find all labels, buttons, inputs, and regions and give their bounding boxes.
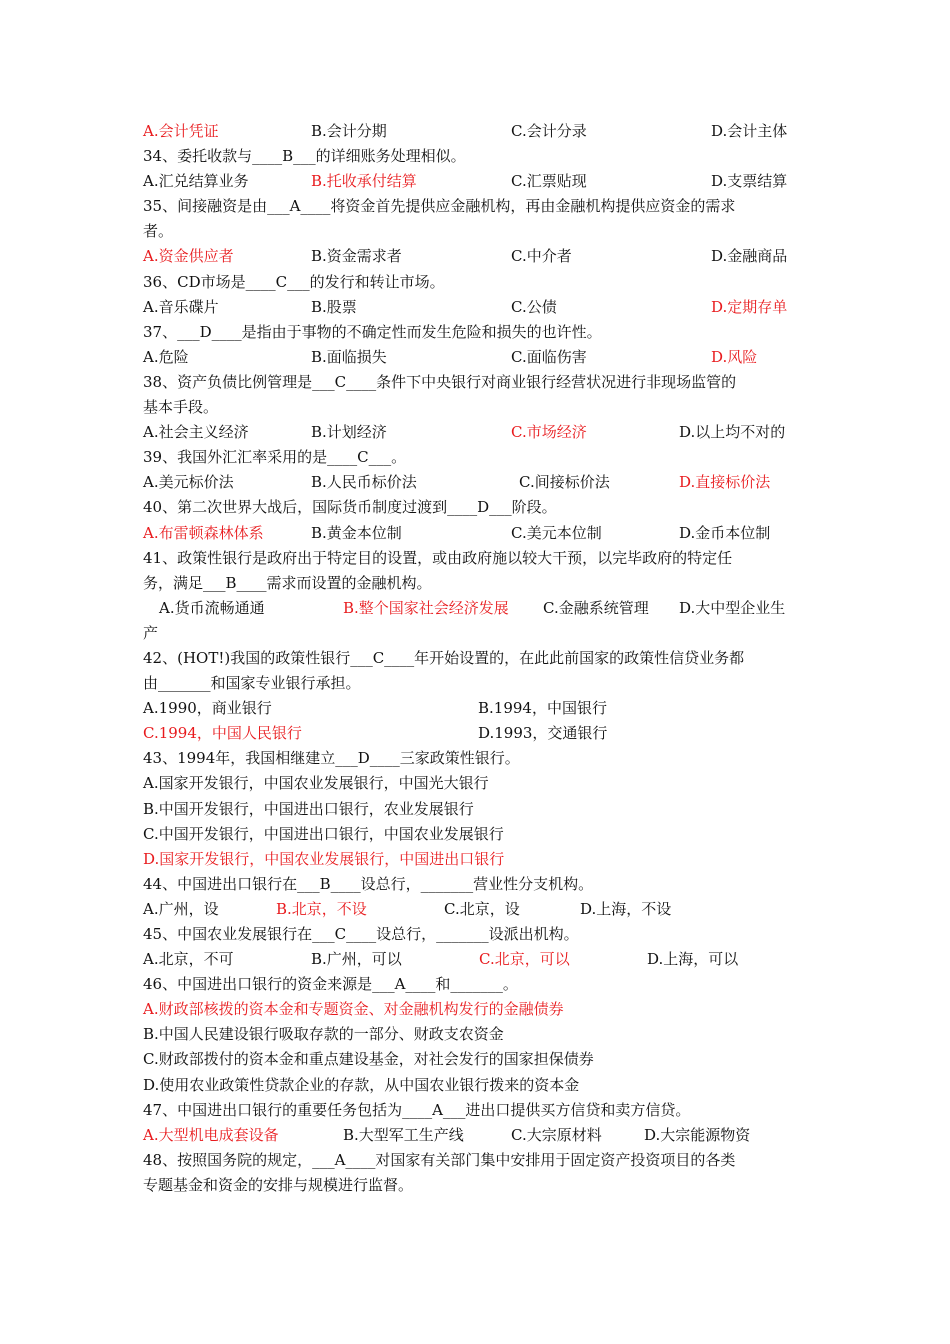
answer-option: B.人民币标价法 <box>311 473 417 492</box>
correct-answer-option: C.北京，可以 <box>479 950 570 969</box>
answer-options-row <box>143 420 803 445</box>
answer-option: C.中介者 <box>511 247 572 266</box>
answer-options-row <box>143 295 803 320</box>
correct-answer-option: A.资金供应者 <box>143 247 234 266</box>
text-line: 由_______和国家专业银行承担。 <box>143 674 361 693</box>
question-text: 34、委托收款与____B___的详细账务处理相似。 <box>143 147 466 166</box>
correct-answer-option: B.北京，不设 <box>276 899 367 918</box>
answer-options-row <box>143 345 803 370</box>
answer-option: D.大宗能源物资 <box>644 1125 751 1144</box>
answer-option: B.黄金本位制 <box>311 523 402 542</box>
correct-answer-option: D.直接标价法 <box>679 473 771 492</box>
answer-option: D.以上均不对的 <box>679 423 786 442</box>
answer-option: C.北京，设 <box>444 899 520 918</box>
correct-answer-option: B.托收承付结算 <box>311 172 417 191</box>
correct-answer-option: A.会计凭证 <box>143 122 219 140</box>
answer-options-row <box>143 119 803 144</box>
correct-answer-option: A.大型机电成套设备 <box>143 1125 279 1144</box>
text-line: 务，满足___B____需求而设置的金融机构。 <box>143 573 432 592</box>
answer-option: B.计划经济 <box>311 423 387 442</box>
answer-option: A.货币流畅通通 <box>159 598 265 617</box>
answer-option: A.北京，不可 <box>143 950 234 969</box>
answer-option: B.股票 <box>311 297 357 316</box>
text-line: C.财政部拨付的资本金和重点建设基金，对社会发行的国家担保债券 <box>143 1050 594 1069</box>
question-text: 46、中国进出口银行的资金来源是___A____和_______。 <box>143 975 518 994</box>
answer-option: D.金融商品 <box>711 247 788 266</box>
text-line: 者。 <box>143 222 174 241</box>
answer-option: D.上海，可以 <box>647 950 739 969</box>
correct-answer-option: D.风险 <box>711 347 758 366</box>
answer-options-row <box>143 169 803 194</box>
answer-option: B.大型军工生产线 <box>343 1125 464 1144</box>
answer-option: B.1994，中国银行 <box>478 699 607 718</box>
question-text: 44、中国进出口银行在___B____设总行，_______营业性分支机构。 <box>143 874 594 893</box>
answer-option: A.危险 <box>143 347 189 366</box>
answer-option: A.汇兑结算业务 <box>143 172 249 191</box>
question-text: 39、我国外汇汇率采用的是____C___。 <box>143 448 407 467</box>
answer-option: D.上海，不设 <box>580 899 672 918</box>
answer-option: B.广州，可以 <box>311 950 402 969</box>
answer-options-row <box>143 947 803 972</box>
answer-option: A.美元标价法 <box>143 473 234 492</box>
text-line: B.中国开发银行，中国进出口银行，农业发展银行 <box>143 799 474 818</box>
answer-option: D.会计主体 <box>711 122 788 140</box>
correct-answer-option: A.布雷顿森林体系 <box>143 523 264 542</box>
answer-option: A.1990，商业银行 <box>143 699 272 718</box>
text-line: D.国家开发银行，中国农业发展银行，中国进出口银行 <box>143 849 505 868</box>
question-text: 36、CD市场是____C___的发行和转让市场。 <box>143 272 445 291</box>
answer-option: B.资金需求者 <box>311 247 402 266</box>
answer-option: D.支票结算 <box>711 172 788 191</box>
question-text: 37、___D____是指由于事物的不确定性而发生危险和损失的也许性。 <box>143 322 602 341</box>
document-page <box>143 119 803 1198</box>
answer-option: A.广州，设 <box>143 899 219 918</box>
answer-option: C.面临伤害 <box>511 347 587 366</box>
answer-option: D.金币本位制 <box>679 523 771 542</box>
answer-options-row <box>143 696 803 721</box>
correct-answer-option: D.定期存单 <box>711 297 788 316</box>
question-text: 41、政策性银行是政府出于特定目的设置，或由政府施以较大干预，以完毕政府的特定任 <box>143 548 733 567</box>
answer-options-row <box>143 721 803 746</box>
answer-options-row <box>143 470 803 495</box>
question-text: 47、中国进出口银行的重要任务包括为____A___进出口提供买方信贷和卖方信贷。 <box>143 1100 691 1119</box>
question-text: 38、资产负债比例管理是___C____条件下中央银行对商业银行经营状况进行非现场监管的 <box>143 372 737 391</box>
answer-options-row <box>143 596 803 621</box>
answer-option: A.社会主义经济 <box>143 423 249 442</box>
answer-options-row <box>143 521 803 546</box>
answer-option: C.公债 <box>511 297 557 316</box>
text-line: 专题基金和资金的安排与规模进行监督。 <box>143 1175 414 1194</box>
answer-options-row <box>143 244 803 269</box>
answer-option: C.汇票贴现 <box>511 172 587 191</box>
text-line: A.国家开发银行，中国农业发展银行，中国光大银行 <box>143 774 489 793</box>
text-line: D.使用农业政策性贷款企业的存款，从中国农业银行拨来的资本金 <box>143 1075 580 1094</box>
question-text: 45、中国农业发展银行在___C____设总行，_______设派出机构。 <box>143 925 579 943</box>
question-text: 43、1994年，我国相继建立___D____三家政策性银行。 <box>143 749 520 768</box>
question-text: 35、间接融资是由___A____将资金首先提供应金融机构，再由金融机构提供应资金的需求 <box>143 197 736 216</box>
answer-option: B.面临损失 <box>311 347 387 366</box>
text-line: B.中国人民建设银行吸取存款的一部分、财政支农资金 <box>143 1025 504 1044</box>
answer-option: C.间接标价法 <box>519 473 610 492</box>
answer-option: D.大中型企业生 <box>679 598 786 617</box>
correct-answer-option: C.1994，中国人民银行 <box>143 724 302 743</box>
correct-answer-option: B.整个国家社会经济发展 <box>343 598 509 617</box>
text-line: 基本手段。 <box>143 398 219 417</box>
text-line: C.中国开发银行，中国进出口银行，中国农业发展银行 <box>143 824 504 843</box>
answer-option: C.美元本位制 <box>511 523 602 542</box>
answer-options-row <box>143 1123 803 1148</box>
answer-option: C.大宗原材料 <box>511 1125 602 1144</box>
question-text: 40、第二次世界大战后，国际货币制度过渡到____D___阶段。 <box>143 498 557 517</box>
answer-options-row <box>143 897 803 922</box>
answer-option: A.音乐碟片 <box>143 297 219 316</box>
question-text: 42、(HOT!)我国的政策性银行___C____年开始设置的，在此此前国家的政策性信贷业务都 <box>143 648 745 667</box>
text-line: A.财政部核拨的资本金和专题资金、对金融机构发行的金融债券 <box>143 1000 564 1019</box>
text-line: 产 <box>143 623 159 642</box>
answer-option: C.金融系统管理 <box>543 598 649 617</box>
answer-option: D.1993，交通银行 <box>478 724 608 743</box>
answer-option: B.会计分期 <box>311 122 387 140</box>
correct-answer-option: C.市场经济 <box>511 423 587 442</box>
question-text: 48、按照国务院的规定，___A____对国家有关部门集中安排用于固定资产投资项目的各类 <box>143 1150 736 1169</box>
answer-option: C.会计分录 <box>511 122 587 140</box>
